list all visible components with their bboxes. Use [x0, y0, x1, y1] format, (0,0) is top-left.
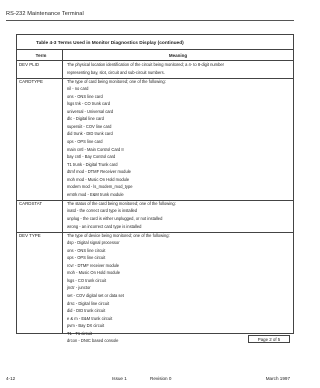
footer-issue: Issue 1 — [112, 376, 127, 381]
page-of-indicator: Page 2 of 5 — [248, 335, 290, 343]
meaning-line: ops - OPS line circuit — [67, 255, 106, 261]
meaning-line: drsc - Digital line circuit — [67, 300, 110, 306]
meaning-line: The type of card being monitored; one of the following: — [67, 78, 166, 84]
meaning-line: T1 trunk - Digital Trunk card — [67, 161, 118, 167]
footer-date: March 1997 — [265, 376, 290, 381]
meaning-line: emtrk mod - E&M trunk module — [67, 191, 124, 197]
meaning-line: jnctr - junctor — [67, 285, 91, 291]
meaning-line: bay cntl - Bay Control card — [67, 154, 116, 160]
meaning-line: set - COV digital set or data set — [67, 293, 124, 298]
column-header-term: Term — [35, 53, 47, 58]
meaning-line: The physical location identification of the circuit being monitored; a 4- to 8-digit number — [67, 62, 225, 67]
meaning-line: The type of device being monitored; one of the following: — [67, 232, 170, 238]
meaning-line: pvm - Bay DX circuit — [67, 323, 105, 329]
meaning-line: T1 - T1 circuit — [67, 330, 92, 336]
meaning-line: e & m - E&M trunk circuit — [67, 315, 113, 321]
meaning-line: drcon - DNIC based console — [67, 338, 119, 344]
term-cell: DEV TYPE — [19, 232, 41, 238]
header-row-rule — [16, 60, 294, 61]
meaning-line: moh mod - Music On Hold module — [67, 176, 130, 182]
page-header-title: RS-232 Maintenance Terminal — [6, 11, 84, 17]
meaning-line: main cntl - Main Control Card II — [67, 146, 124, 152]
term-cell: DEV PLID — [19, 62, 40, 67]
meaning-line: ons - ONS line card — [67, 93, 103, 99]
column-header-meaning: Meaning — [168, 53, 188, 58]
meaning-line: unplug - the card is either unplugged, or not installed — [67, 216, 163, 221]
meaning-line: moh - Music On Hold module — [67, 270, 121, 276]
meaning-line: ops - OPS line card — [67, 139, 103, 144]
meaning-line: universal - Universal card — [67, 108, 114, 114]
meaning-line: lsgs tnk - CO trunk card — [67, 101, 110, 107]
meaning-line: lsgs - CO trunk circuit — [67, 277, 107, 283]
meaning-line: supersiit - COV line card — [67, 123, 112, 129]
meaning-line: wrong - an incorrect card type is installed — [67, 223, 142, 229]
meaning-line: dlc - Digital line card — [67, 116, 104, 122]
meaning-line: representing bay, slot, circuit and sub-circuit numbers. — [67, 69, 165, 75]
column-divider — [62, 49, 63, 334]
meaning-line: did trunk - DID trunk card — [67, 131, 113, 137]
table-caption: Table 4-3 Terms Used in Monitor Diagnostics Display (continued) — [36, 41, 184, 46]
meaning-line: did - DID trunk circuit — [67, 308, 106, 314]
meaning-line: ons - ONS line circuit — [67, 247, 106, 253]
footer-revision: Revision 0 — [150, 376, 172, 381]
meaning-line: nil - no card — [67, 86, 89, 92]
header-rule — [6, 20, 294, 21]
footer-page-number: 4-12 — [6, 376, 16, 381]
meaning-line: dsp - Digital signal processor — [67, 240, 120, 246]
meaning-line: modem mod - ls_modem_mod_type — [67, 184, 133, 190]
meaning-line: rcvr - DTMF receiver module — [67, 262, 120, 268]
term-cell: CARDSTAT — [19, 200, 43, 206]
meaning-line: dtmf mod - DTMF Receiver module — [67, 169, 131, 175]
meaning-line: The status of the card being monitored; one of the following: — [67, 200, 176, 206]
meaning-line: inatd - the correct card type is installed — [67, 208, 138, 214]
caption-rule — [16, 49, 294, 50]
term-cell: CARDTYPE — [19, 78, 43, 84]
